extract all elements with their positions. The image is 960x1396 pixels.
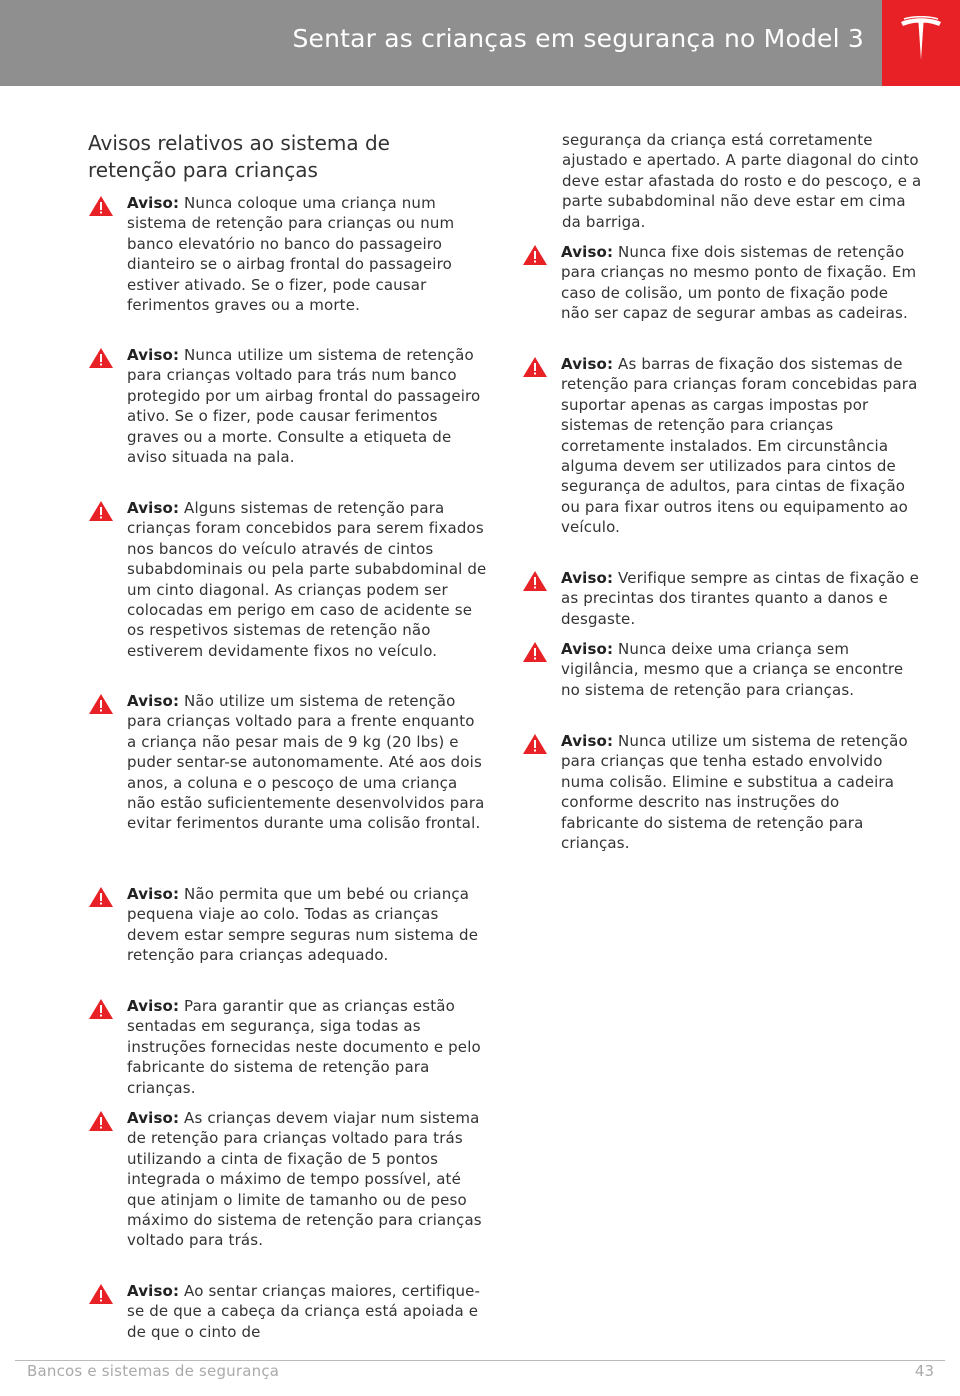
warning-triangle-icon: [88, 1283, 114, 1305]
warning-text: [127, 498, 487, 661]
warning-label: Aviso:: [561, 732, 614, 750]
warning-label: Aviso:: [127, 1282, 180, 1300]
warning-body: Nunca coloque uma criança num sistema de retenção para crianças ou num banco elevatório no banco do passageiro dianteiro se o airbag frontal do passageiro estiver ativado. Se o fizer, pode causar ferimentos graves ou a morte.: [127, 194, 455, 315]
warning-body: Nunca fixe dois sistemas de retenção para crianças no mesmo ponto de fixação. Em caso de colisão, um ponto de fixação pode não ser capaz de segurar ambas as cadeiras.: [561, 243, 917, 323]
warning-text: [561, 731, 921, 853]
warning-text: [127, 691, 487, 834]
page-header: [0, 0, 960, 86]
warning-triangle-icon: [522, 570, 548, 592]
warning-body: Nunca deixe uma criança sem vigilância, mesmo que a criança se encontre no sistema de retenção para crianças.: [561, 640, 904, 699]
footer-divider: [15, 1360, 945, 1361]
warning-text: [127, 345, 487, 467]
warning-triangle-icon: [88, 347, 114, 369]
warning-text: [561, 639, 921, 700]
warning-triangle-icon: [522, 733, 548, 755]
warning-label: Aviso:: [127, 885, 180, 903]
warning-text: [127, 1281, 487, 1342]
warning-label: Aviso:: [127, 194, 180, 212]
warning-triangle-icon: [522, 641, 548, 663]
warning-text: [127, 193, 487, 315]
warning-triangle-icon: [88, 998, 114, 1020]
warning-triangle-icon: [88, 693, 114, 715]
warning-text: [561, 354, 921, 538]
warning-body: Verifique sempre as cintas de fixação e as precintas dos tirantes quanto a danos e desgaste.: [561, 569, 920, 628]
warning-body: Nunca utilize um sistema de retenção para crianças que tenha estado envolvido numa colisão. Elimine e substitua a cadeira conforme descrito nas instruções do fabricante do sistema de retenção para crianças.: [561, 732, 908, 853]
warning-triangle-icon: [88, 195, 114, 217]
warning-body: Ao sentar crianças maiores, certifique-se de que a cabeça da criança está apoiada e de que o cinto de: [127, 1282, 481, 1341]
section-title: Avisos relativos ao sistema de retenção para crianças: [88, 131, 390, 182]
warning-label: Aviso:: [561, 355, 614, 373]
warning-label: Aviso:: [561, 569, 614, 587]
warning-body: Não utilize um sistema de retenção para crianças voltado para a frente enquanto a criança não pesar mais de 9 kg (20 lbs) e puder sentar-se autonomamente. Até aos dois anos, a coluna e o pescoço de uma criança não estão suficientemente desenvolvidos para evitar ferimentos durante uma colisão frontal.: [127, 692, 485, 833]
warning-label: Aviso:: [561, 243, 614, 261]
warning-triangle-icon: [88, 1110, 114, 1132]
warning-text: [561, 242, 921, 324]
continuation-text: segurança da criança está corretamente ajustado e apertado. A parte diagonal do cinto deve estar afastada do rosto e do pescoço, e a parte subabdominal não deve estar em cima da barriga.: [562, 131, 922, 231]
warning-text: [127, 1108, 487, 1251]
tesla-logo-icon: [899, 16, 943, 68]
footer-section-name: Bancos e sistemas de segurança: [27, 1362, 280, 1380]
warning-body: As barras de fixação dos sistemas de retenção para crianças foram concebidas para suportar apenas as cargas impostas por sistemas de retenção para crianças corretamente instalados. Em circunstância alguma devem ser utilizados para cintos de segurança de adultos, para cintas de fixação ou para fixar outros itens ou equipamento ao veículo.: [561, 355, 918, 537]
warning-body: Não permita que um bebé ou criança pequena viaje ao colo. Todas as crianças devem estar sempre seguras num sistema de retenção para crianças adequado.: [127, 885, 479, 965]
warning-text: [127, 996, 487, 1098]
warning-body: Para garantir que as crianças estão sentadas em segurança, siga todas as instruções fornecidas neste documento e pelo fabricante do sistema de retenção para crianças.: [127, 997, 481, 1097]
brand-logo: [882, 0, 960, 86]
warning-triangle-icon: [88, 886, 114, 908]
warning-triangle-icon: [522, 244, 548, 266]
warning-text: [561, 568, 921, 629]
warning-body: As crianças devem viajar num sistema de retenção para crianças voltado para trás utilizando a cinta de fixação de 5 pontos integrada o máximo de tempo possível, até que atinjam o limite de tamanho ou de peso máximo do sistema de retenção para crianças voltado para trás.: [127, 1109, 482, 1250]
warning-label: Aviso:: [561, 640, 614, 658]
warning-body: Nunca utilize um sistema de retenção para crianças voltado para trás num banco protegido por um airbag frontal do passageiro ativo. Se o fizer, pode causar ferimentos graves ou a morte. Consulte a etiqueta de aviso situada na pala.: [127, 346, 481, 467]
header-title: Sentar as crianças em segurança no Model 3: [292, 24, 864, 53]
warning-label: Aviso:: [127, 346, 180, 364]
warning-label: Aviso:: [127, 499, 180, 517]
warning-label: Aviso:: [127, 997, 180, 1015]
page-number: 43: [914, 1362, 934, 1380]
warning-label: Aviso:: [127, 1109, 180, 1127]
warning-triangle-icon: [522, 356, 548, 378]
warning-label: Aviso:: [127, 692, 180, 710]
warning-body: Alguns sistemas de retenção para crianças foram concebidos para serem fixados nos bancos do veículo através de cintos subabdominais ou pela parte subabdominal de um cinto diagonal. As crianças podem ser colocadas em perigo em caso de acidente se os respetivos sistemas de retenção não estiverem devidamente fixos no veículo.: [127, 499, 487, 660]
warning-text: [127, 884, 487, 966]
warning-triangle-icon: [88, 500, 114, 522]
